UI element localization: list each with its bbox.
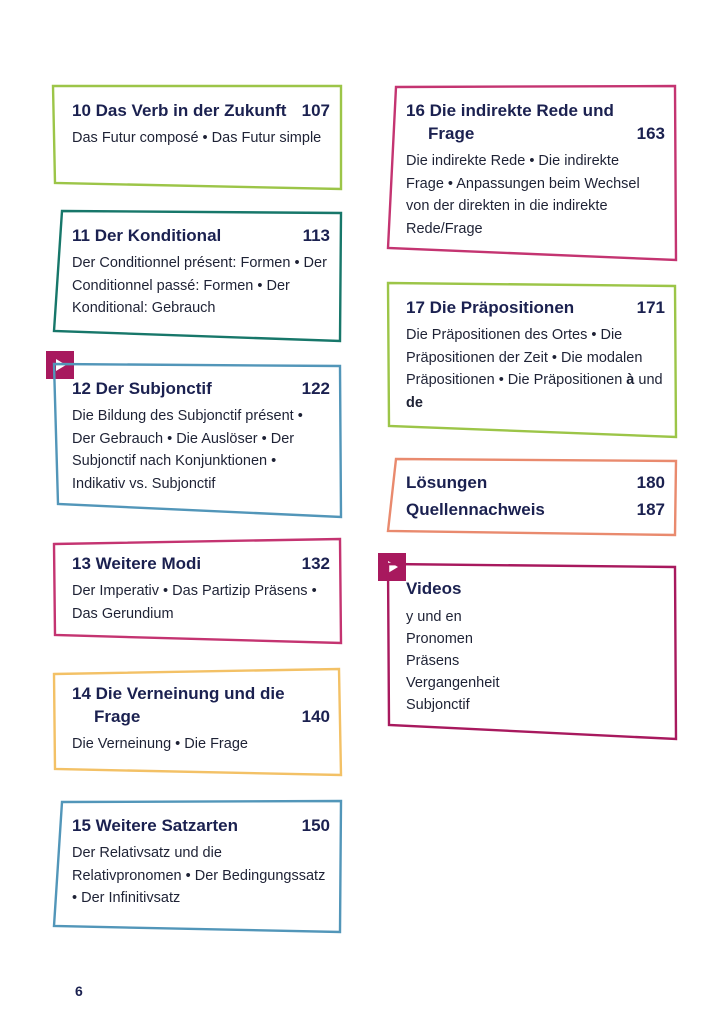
chapter-heading	[72, 814, 330, 837]
chapter-topics: Die Verneinung • Die Frage	[72, 736, 248, 752]
chapter-page-number: 171	[636, 298, 665, 317]
video-item[interactable]: Präsens	[406, 653, 460, 669]
chapter-title: 14 Die Verneinung und die Frage	[72, 684, 285, 726]
video-item[interactable]: Subjonctif	[406, 697, 470, 713]
chapter-title: 11 Der Konditional	[72, 226, 222, 245]
chapter-title: 13 Weitere Modi	[72, 554, 202, 573]
appendix-label: Quellennachweis	[406, 500, 545, 519]
chapter-heading	[72, 682, 330, 728]
chapter-heading	[72, 377, 330, 400]
chapter-title: 17 Die Präpositionen	[406, 298, 575, 317]
chapter-box-16[interactable]	[386, 85, 677, 261]
videos-list	[406, 606, 665, 716]
chapter-page-number: 150	[301, 816, 330, 835]
video-item[interactable]: Vergangenheit	[406, 675, 500, 691]
chapter-page-number: 122	[301, 379, 330, 398]
chapter-topics: Der Relativsatz und die Relativpronomen • Der Bedingungssatz • Der Infinitivsatz	[72, 845, 326, 906]
page-number: 6	[75, 983, 83, 999]
chapter-heading	[72, 99, 330, 122]
chapter-heading	[72, 552, 330, 575]
chapter-page-number: 132	[301, 554, 330, 573]
chapter-page-number: 113	[302, 226, 330, 245]
chapter-topics: Die Bildung des Subjonctif présent • Der Gebrauch • Die Auslöser • Der Subjonctif nach Konjunktionen • Indikativ vs. Subjonctif	[72, 408, 303, 492]
appendix-row-sources[interactable]	[406, 496, 665, 523]
chapter-topics-text: und	[634, 372, 663, 388]
chapter-topics	[406, 324, 665, 414]
videos-heading	[406, 577, 665, 600]
chapter-title: 10 Das Verb in der Zukunft	[72, 101, 287, 120]
chapter-heading	[406, 99, 665, 145]
chapter-box-11[interactable]	[52, 210, 342, 342]
videos-title: Videos	[406, 579, 462, 598]
chapter-page-number: 107	[301, 101, 330, 120]
video-item[interactable]: Pronomen	[406, 631, 473, 647]
chapter-topics: Der Conditionnel présent: Formen • Der Conditionnel passé: Formen • Der Konditional: Gebrauch	[72, 255, 327, 316]
appendix-box	[386, 458, 677, 536]
appendix-row-solutions[interactable]	[406, 469, 665, 496]
preposition-de: de	[406, 394, 423, 411]
chapter-title: 16 Die indirekte Rede und Frage	[406, 101, 614, 143]
appendix-label: Lösungen	[406, 473, 488, 492]
chapter-box-12[interactable]	[52, 363, 342, 518]
chapter-heading	[72, 224, 330, 247]
chapter-title: 12 Der Subjonctif	[72, 379, 212, 398]
chapter-box-14[interactable]	[52, 668, 342, 776]
video-item[interactable]: y und en	[406, 609, 462, 625]
chapter-box-15[interactable]	[52, 800, 342, 933]
chapter-topics-text: Die Präpositionen des Ortes • Die Präpositionen der Zeit • Die modalen Präpositionen • Die Präpositionen	[406, 327, 643, 388]
videos-box	[386, 563, 677, 740]
chapter-box-10[interactable]	[52, 85, 342, 190]
chapter-title: 15 Weitere Satzarten	[72, 816, 238, 835]
preposition-a: à	[626, 372, 635, 388]
chapter-topics: Die indirekte Rede • Die indirekte Frage • Anpassungen beim Wechsel von der direkten in die indirekte Rede/Frage	[406, 153, 640, 237]
appendix-page-number: 187	[636, 500, 665, 519]
chapter-topics: Der Imperativ • Das Partizip Präsens • Das Gerundium	[72, 583, 317, 622]
chapter-topics: Das Futur composé • Das Futur simple	[72, 130, 322, 146]
appendix-page-number: 180	[636, 473, 665, 492]
chapter-box-13[interactable]	[52, 538, 342, 644]
chapter-page-number: 140	[301, 707, 330, 726]
chapter-box-17[interactable]	[386, 282, 677, 438]
chapter-heading	[406, 296, 665, 319]
chapter-page-number: 163	[636, 124, 665, 143]
